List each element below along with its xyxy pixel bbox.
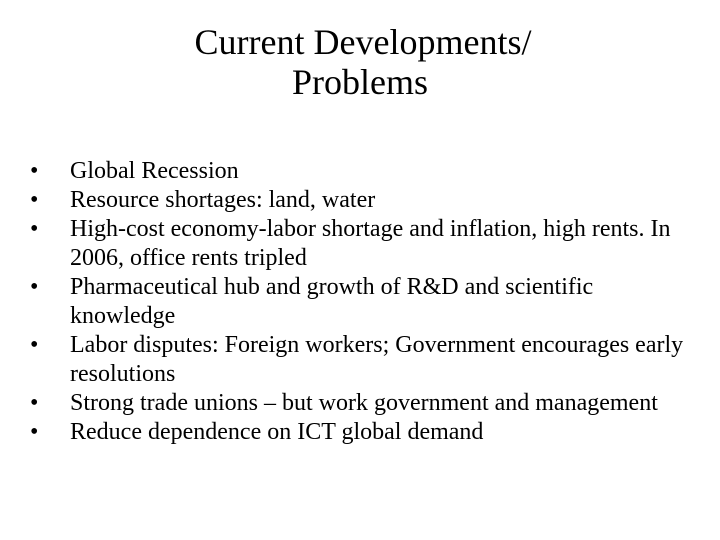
- bullet-icon: •: [30, 419, 39, 445]
- bullet-text: Reduce dependence on ICT global demand: [70, 419, 484, 445]
- bullet-list: [30, 157, 690, 447]
- bullet-text: Strong trade unions – but work government and management: [70, 390, 658, 416]
- bullet-text: Labor disputes: Foreign workers; Government encourages early resolutions: [70, 332, 684, 387]
- bullet-item: [30, 389, 690, 418]
- bullet-item: [30, 418, 690, 447]
- bullet-icon: •: [30, 216, 39, 242]
- bullet-icon: •: [30, 158, 39, 184]
- bullet-item: [30, 157, 690, 186]
- bullet-icon: •: [30, 332, 39, 358]
- bullet-item: [30, 273, 690, 331]
- bullet-text: High-cost economy-labor shortage and inflation, high rents. In 2006, office rents tripled: [70, 216, 671, 271]
- slide-title-line-1: Current Developments/: [194, 22, 532, 62]
- bullet-icon: •: [30, 390, 39, 416]
- bullet-item: [30, 215, 690, 273]
- slide-title: [0, 22, 720, 102]
- bullet-item: [30, 331, 690, 389]
- bullet-text: Resource shortages: land, water: [70, 187, 376, 213]
- bullet-text: Global Recession: [70, 158, 239, 184]
- bullet-icon: •: [30, 187, 39, 213]
- bullet-text: Pharmaceutical hub and growth of R&D and scientific knowledge: [70, 274, 594, 329]
- bullet-item: [30, 186, 690, 215]
- slide-title-line-2: Problems: [291, 62, 428, 102]
- bullet-icon: •: [30, 274, 39, 300]
